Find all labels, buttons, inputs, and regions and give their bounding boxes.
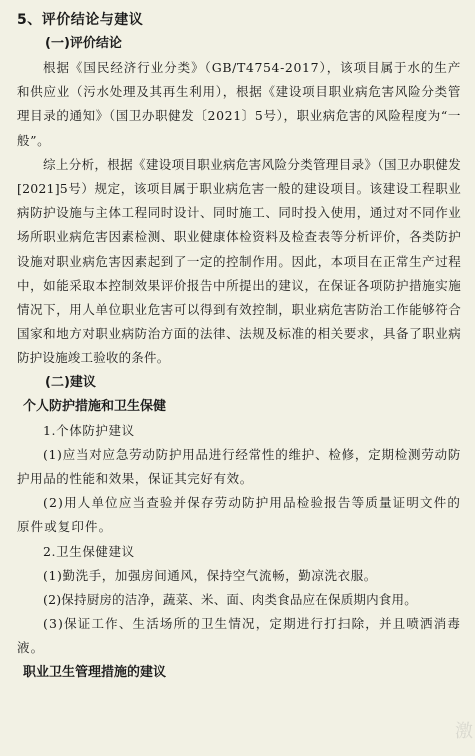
conclusion-paragraph-2: 综上分析，根据《建设项目职业病危害风险分类管理目录》（国卫办职健发[2021]5号）规定，该项目属于职业病危害一般的建设项目。该建设工程职业病防护设施与主体工程同时设计、同时施工、同时投入使用，通过对不同作业场所职业病危害因素检测、职业健康体检资料及检查表等分析评价，各类防护设施对职业病危害因素起到了一定的控制作用。因此，本项目在正常生产过程中，如能采取本控制效果评价报告中所提出的建议，在保证各项防护措施实施情况下，用人单位职业危害可以得到有效控制，职业病危害防治工作能够符合国家和地方对职业病防治方面的法律、法规及标准的相关要求，具备了职业病防护设施竣工验收的条件。: [17, 156, 461, 366]
watermark-text: 激: [455, 721, 473, 742]
item-2-a: (1)勤洗手，加强房间通风，保持空气流畅，勤凉洗衣服。: [43, 567, 377, 583]
suggestion-heading: (二)建议: [45, 374, 96, 390]
conclusion-paragraph-1: 根据《国民经济行业分类》（GB/T4754-2017），该项目属于水的生产和供应业（污水处理及其再生利用），根据《建设项目职业病危害风险分类管理目录的通知》（国卫办职健发〔2021〕5号），职业病危害的风险程度为“一般”。: [17, 60, 461, 148]
conclusion-heading: (一)评价结论: [45, 36, 122, 51]
item-1-title: 1.个体防护建议: [43, 422, 135, 438]
item-2-c: (3)保证工作、生活场所的卫生情况，定期进行打扫除，并且喷洒消毒液。: [17, 616, 461, 656]
item-1-b: (2)用人单位应当查验并保存劳动防护用品检验报告等质量证明文件的原件或复印件。: [17, 495, 461, 535]
section-title: 5、评价结论与建议: [17, 12, 144, 28]
item-2-b: (2)保持厨房的洁净，蔬菜、米、面、肉类食品应在保质期内食用。: [43, 592, 417, 608]
item-2-title: 2.卫生保健建议: [43, 543, 135, 559]
personal-protection-heading: 个人防护措施和卫生保健: [23, 398, 167, 414]
management-heading: 职业卫生管理措施的建议: [23, 664, 167, 680]
item-1-a: (1)应当对应急劳动防护用品进行经常性的维护、检修，定期检测劳动防护用品的性能和效果，保证其完好有效。: [17, 446, 461, 487]
